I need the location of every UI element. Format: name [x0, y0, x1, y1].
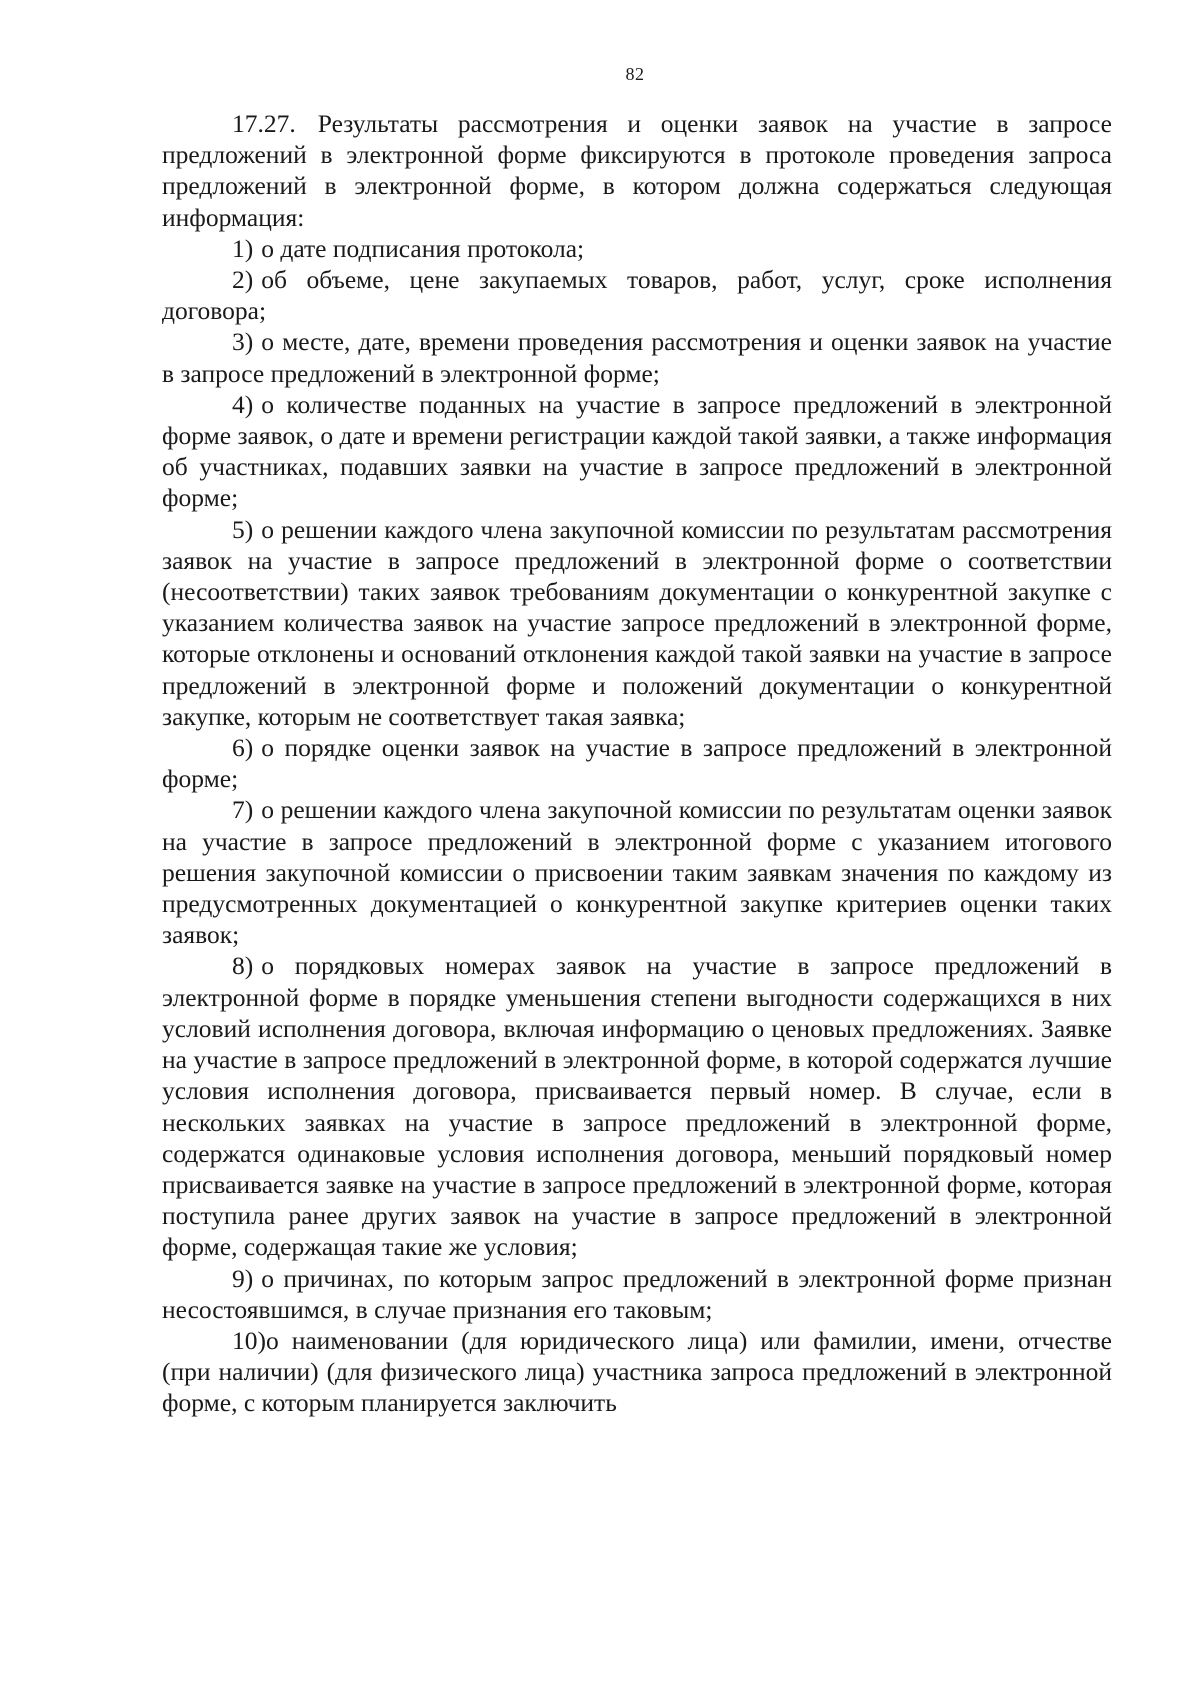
list-item-number: 10) — [232, 1325, 266, 1355]
list-item-number: 8) — [232, 951, 254, 981]
section-intro-text: Результаты рассмотрения и оценки заявок на участие в запросе предложений в электронной форме фиксируются в протоколе проведения запроса предложений в электронной форме, в котором должна содержаться следующая информация: — [162, 109, 1112, 232]
list-item — [162, 950, 1112, 1262]
section-intro-paragraph — [162, 108, 1112, 233]
list-item — [162, 233, 1112, 264]
list-item-text: о месте, дате, времени проведения рассмотрения и оценки заявок на участие в запросе предложений в электронной форме; — [162, 327, 1112, 388]
list-item — [162, 389, 1112, 514]
list-item — [162, 264, 1112, 326]
list-item-number: 7) — [232, 795, 254, 825]
list-item-text: о наименовании (для юридического лица) или фамилии, имени, отчестве (при наличии) (для физического лица) участника запроса предложений в электронной форме, с которым планируется заключить — [162, 1325, 1112, 1418]
list-item-text: об объеме, цене закупаемых товаров, работ, услуг, сроке исполнения договора; — [162, 265, 1112, 326]
list-item-number: 9) — [232, 1263, 254, 1293]
list-item-text: о порядке оценки заявок на участие в запросе предложений в электронной форме; — [162, 733, 1112, 794]
page-number: 82 — [625, 64, 645, 84]
list-item-number: 3) — [232, 327, 254, 357]
list-item — [162, 1263, 1112, 1325]
list-item-text: о причинах, по которым запрос предложений в электронной форме признан несостоявшимся, в случае признания его таковым; — [162, 1263, 1112, 1324]
section-number: 17.27. — [232, 109, 296, 138]
list-item-number: 6) — [232, 733, 254, 763]
list-item — [162, 514, 1112, 732]
document-body — [162, 108, 1112, 1419]
list-item-number: 4) — [232, 389, 254, 419]
list-item-number: 1) — [232, 233, 254, 263]
list-item-text: о решении каждого члена закупочной комиссии по результатам оценки заявок на участие в запросе предложений в электронной форме с указанием итогового решения закупочной комиссии о присвоении таким заявкам значения по каждому из предусмотренных документацией о конкурентной закупке критериев оценки таких заявок; — [162, 795, 1112, 950]
list-item-number: 5) — [232, 514, 254, 544]
list-item-text: о решении каждого члена закупочной комиссии по результатам рассмотрения заявок на участие в запросе предложений в электронной форме о соответствии (несоответствии) таких заявок требованиям документации о конкурентной закупке с указанием количества заявок на участие запросе предложений в электронной форме, которые отклонены и оснований отклонения каждой такой заявки на участие в запросе предложений в электронной форме и положений документации о конкурентной закупке, которым не соответствует такая заявка; — [162, 514, 1112, 731]
list-item — [162, 732, 1112, 794]
list-item-number: 2) — [232, 265, 254, 295]
list-item — [162, 1325, 1112, 1419]
list-item — [162, 794, 1112, 950]
list-item-text: о порядковых номерах заявок на участие в запросе предложений в электронной форме в порядке уменьшения степени выгодности содержащихся в них условий исполнения договора, включая информацию о ценовых предложениях. Заявке на участие в запросе предложений в электронной форме, в которой содержатся лучшие условия исполнения договора, присваивается первый номер. В случае, если в нескольких заявках на участие в запросе предложений в электронной форме, содержатся одинаковые условия исполнения договора, меньший порядковый номер присваивается заявке на участие в запросе предложений в электронной форме, которая поступила ранее других заявок на участие в запросе предложений в электронной форме, содержащая такие же условия; — [162, 951, 1112, 1262]
list-item-text: о количестве поданных на участие в запросе предложений в электронной форме заявок, о дате и времени регистрации каждой такой заявки, а также информация об участниках, подавших заявки на участие в запросе предложений в электронной форме; — [162, 389, 1112, 513]
list-item — [162, 326, 1112, 388]
list-item-text: о дате подписания протокола; — [261, 233, 585, 263]
